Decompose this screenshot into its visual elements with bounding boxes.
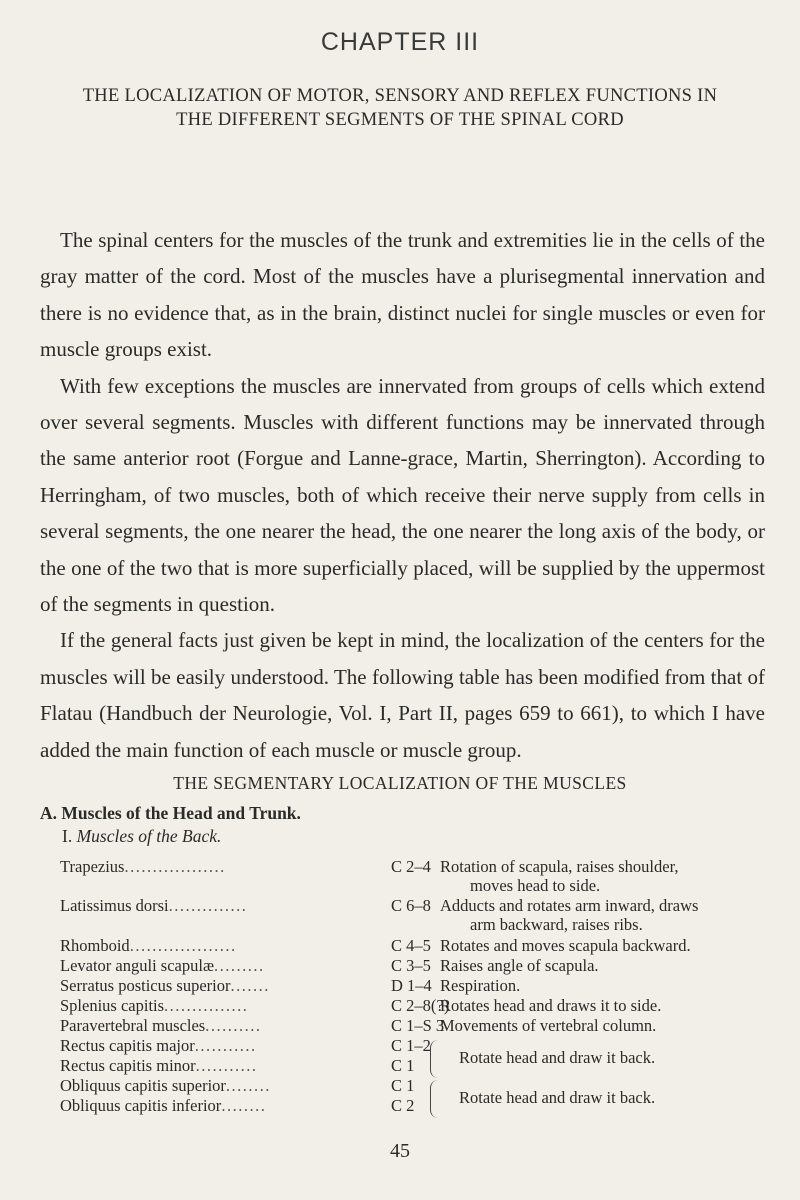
group-function-1: Rotate head and draw it back. [459,1048,656,1067]
segment: C 2 [391,1096,415,1115]
segment: C 4–5 [391,936,431,955]
paragraph-2: With few exceptions the muscles are innervated from groups of cells which extend over several segments. Muscles with different functions may be innervated through the same anterior root (Forgue and Lanne-grace, Martin, Sherrington). According to Herringham, of two muscles, both of which receive their nerve supply from cells in several segments, the one nearer the head, the one nearer the long axis of the body, or the one of the two that is more superficially placed, will be supplied by the uppermost of the segments in question. [40,373,765,617]
section-a-heading: A. Muscles of the Head and Trunk. [40,803,301,823]
muscle-name: Obliquus capitis inferior........ [60,1096,267,1115]
segment: C 1–S 3 [391,1016,445,1035]
muscle-name: Paravertebral muscles.......... [60,1016,262,1035]
segment: C 1 [391,1076,415,1095]
muscle-name: Trapezius.................. [60,857,226,876]
muscle-function: Movements of vertebral column. [440,1016,657,1035]
muscle-name: Rhomboid................... [60,936,237,955]
section-i-number: I. [62,826,73,846]
segment: C 2–8(?) [391,996,450,1015]
muscle-name: Latissimus dorsi.............. [60,896,248,915]
segment: C 1 [391,1056,415,1075]
page-number: 45 [390,1140,410,1162]
muscle-name: Rectus capitis minor........... [60,1056,258,1075]
muscle-function: Adducts and rotates arm inward, draws arm backward, raises ribs. [440,896,699,934]
paragraph-1: The spinal centers for the muscles of the trunk and extremities lie in the cells of the gray matter of the cord. Most of the muscles have a plurisegmental innervation and there is no evidence that, as in the brain, distinct nuclei for single muscles or even for muscle groups exist. [40,228,765,362]
group-bracket-1 [430,1040,439,1078]
table-title: THE SEGMENTARY LOCALIZATION OF THE MUSCLES [173,773,627,793]
segment: C 3–5 [391,956,431,975]
section-i-label: Muscles of the Back. [76,826,222,846]
group-function-2: Rotate head and draw it back. [459,1088,656,1107]
chapter-heading: CHAPTER III [320,28,480,56]
segment: C 2–4 [391,857,431,876]
chapter-title-line-1: THE LOCALIZATION OF MOTOR, SENSORY AND REFLEX FUNCTIONS IN [82,86,718,106]
muscle-name: Rectus capitis major........... [60,1036,257,1055]
muscle-name: Serratus posticus superior....... [60,976,270,995]
muscle-function: Raises angle of scapula. [440,956,599,975]
segment: C 6–8 [391,896,431,915]
group-bracket-2 [430,1080,439,1118]
muscle-name: Levator anguli scapulæ......... [60,956,265,975]
muscle-name: Obliquus capitis superior........ [60,1076,271,1095]
segment: D 1–4 [391,976,432,995]
muscle-function: Rotates head and draws it to side. [440,996,662,1015]
segment: C 1–2 [391,1036,431,1055]
chapter-title [40,84,760,132]
muscle-function: Respiration. [440,976,521,995]
chapter-title-line-2: THE DIFFERENT SEGMENTS OF THE SPINAL CORD [176,110,624,130]
muscle-name: Splenius capitis............... [60,996,249,1015]
section-i-heading [62,826,221,847]
muscle-function: Rotation of scapula, raises shoulder, moves head to side. [440,857,679,895]
body-text [40,222,765,768]
muscle-function: Rotates and moves scapula backward. [440,936,691,955]
paragraph-3: If the general facts just given be kept in mind, the localization of the centers for the muscles will be easily understood. The following table has been modified from that of Flatau (Handbuch der Neurologie, Vol. I, Part II, pages 659 to 661), to which I have added the main function of each muscle or muscle group. [40,628,765,762]
